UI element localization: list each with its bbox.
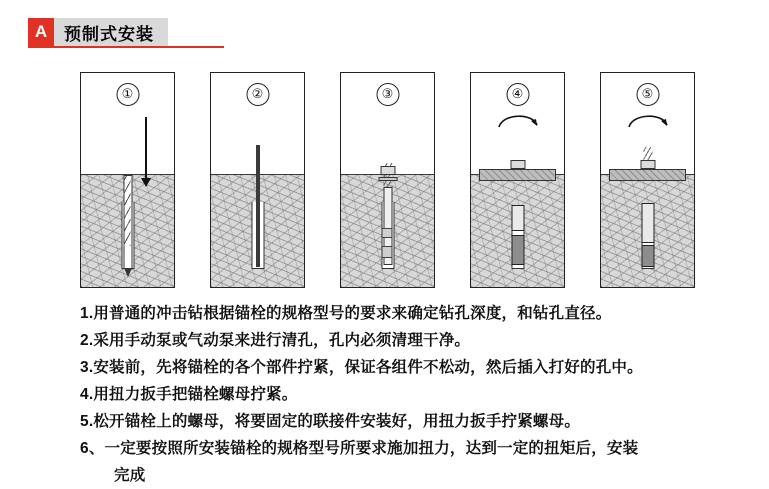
anchor-bolt-icon <box>383 187 392 265</box>
nut-icon-5 <box>640 160 655 169</box>
step-number-2: ② <box>246 83 269 106</box>
section-header <box>28 18 168 46</box>
panel-step-4 <box>470 72 565 288</box>
drill-tip-icon <box>124 268 132 277</box>
anchor-sleeve-4 <box>511 235 524 265</box>
anchor-sleeve-5 <box>641 245 654 267</box>
section-tag-letter: A <box>28 18 54 46</box>
header-underline <box>28 46 224 48</box>
instruction-line: 5.松开锚栓上的螺母，将要固定的联接件安装好，用扭力扳手拧紧螺母。 <box>80 413 581 430</box>
instruction-line: 6、一定要按照所安装锚栓的规格型号所要求施加扭力，达到一定的扭矩后，安装 <box>80 440 639 457</box>
step-illustrations <box>80 72 695 288</box>
rotation-arrow-icon-4 <box>495 109 541 133</box>
instruction-line: 3.安装前，先将锚栓的各个部件拧紧，保证各组件不松动，然后插入打好的孔中。 <box>80 359 643 376</box>
anchor-shank-5 <box>641 203 654 243</box>
rotation-arrow-icon-5 <box>625 109 671 133</box>
instruction-line: 1.用普通的冲击钻根据锚栓的规格型号的要求来确定钻孔深度，和钻孔直径。 <box>80 305 612 322</box>
bolt-nut-icon <box>380 166 395 175</box>
blowout-tube-icon <box>256 145 260 267</box>
panel-step-3 <box>340 72 435 288</box>
bolt-segment-mid <box>383 228 392 238</box>
step-number-5: ⑤ <box>636 83 659 106</box>
drill-bit-icon <box>123 175 132 269</box>
section-title: 预制式安装 <box>54 18 168 46</box>
instruction-list <box>80 300 720 489</box>
arrow-down-icon <box>145 117 147 179</box>
panel-step-2 <box>210 72 305 288</box>
step-number-3: ③ <box>376 83 399 106</box>
bolt-washer-icon <box>378 177 397 181</box>
instruction-line: 2.采用手动泵或气动泵来进行清孔，孔内必须清理干净。 <box>80 332 471 349</box>
bolt-segment-lower <box>383 246 392 258</box>
panel-step-5 <box>600 72 695 288</box>
anchor-shank-4 <box>511 205 524 231</box>
panel-step-1 <box>80 72 175 288</box>
instruction-line-continuation: 完成 <box>114 467 146 484</box>
nut-icon-4 <box>510 160 525 169</box>
fixture-plate-5 <box>609 169 686 181</box>
instruction-line: 4.用扭力扳手把锚栓螺母拧紧。 <box>80 386 298 403</box>
fixture-plate-4 <box>479 169 556 181</box>
step-number-4: ④ <box>506 83 529 106</box>
step-number-1: ① <box>116 83 139 106</box>
